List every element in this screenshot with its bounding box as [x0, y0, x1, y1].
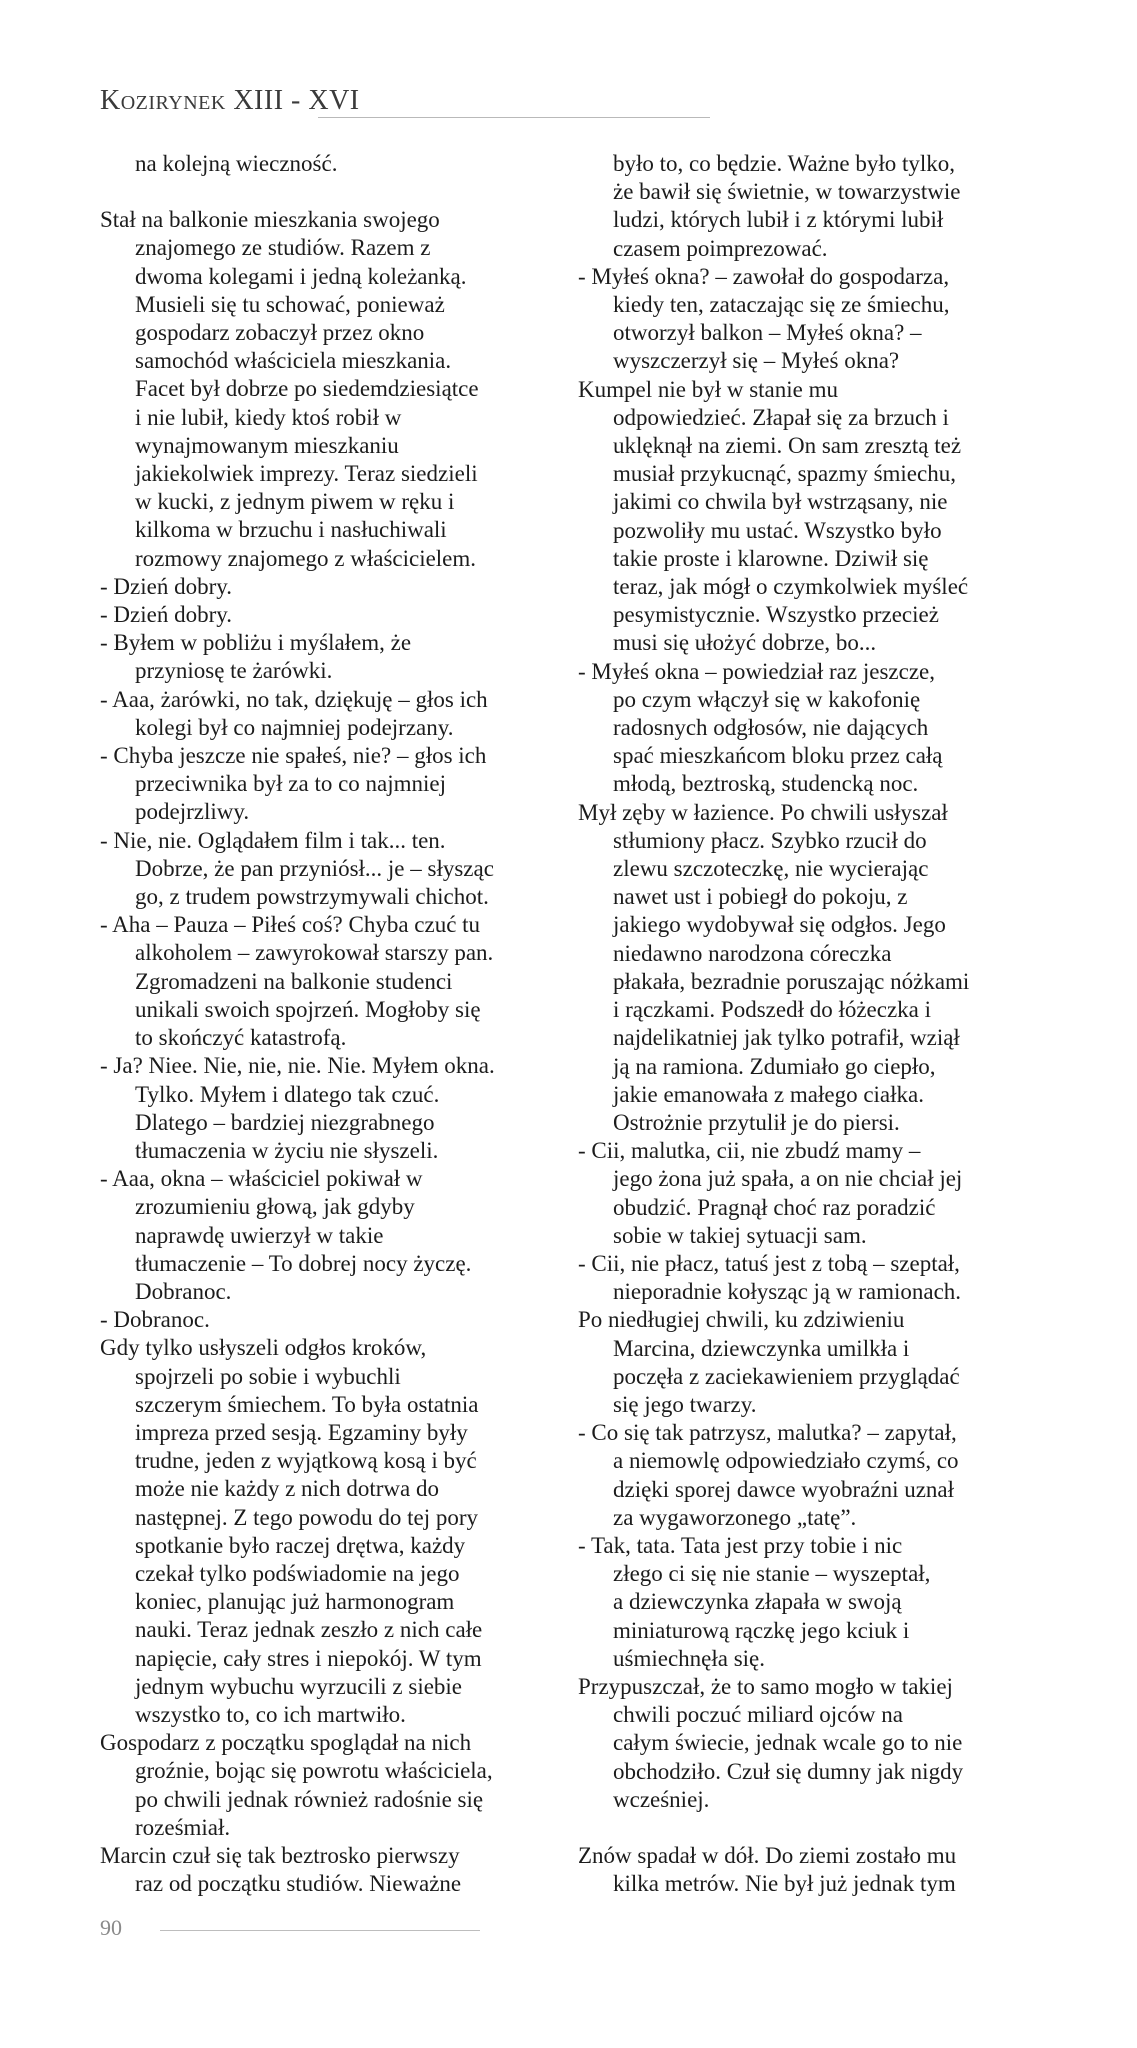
- dialogue-line: - Byłem w pobliżu i myślałem, że przyniosę te żarówki.: [100, 630, 412, 684]
- footer-rule: [160, 1930, 480, 1931]
- dialogue-line: - Myłeś okna? – zawołał do gospodarza, kiedy ten, zataczając się ze śmiechu, otworzył balkon – Myłeś okna? – wyszczerzył się – Myłeś okna?: [578, 263, 950, 374]
- dialogue-line: - Dzień dobry.: [100, 602, 232, 628]
- header-rule: [318, 117, 710, 118]
- paragraph: Stał na balkonie mieszkania swojego znajomego ze studiów. Razem z dwoma kolegami i jedną koleżanką. Musieli się tu schować, ponieważ gospodarz zobaczył przez okno samochód właściciela mieszkania. Facet był dobrze po siedemdziesiątce i nie lubił, kiedy ktoś robił w wynajmowanym mieszkaniu jakiekolwiek imprezy. Teraz siedzieli w kucki, z jednym piwem w ręku i kilkoma w brzuchu i nasłuchiwali rozmowy znajomego z właścicielem.: [100, 207, 479, 571]
- running-title: Kozirynek XIII - XVI: [100, 85, 360, 116]
- paragraph: Gdy tylko usłyszeli odgłos kroków, spojrzeli po sobie i wybuchli szczerym śmiechem. To była ostatnia impreza przed sesją. Egzaminy były trudne, jeden z wyjątkową kosą i być może nie każdy z nich dotrwa do następnej. Z tego powodu do tej pory spotkanie było raczej drętwa, każdy czekał tylko podświadomie na jego koniec, planując już harmonogram nauki. Teraz jednak zeszło z nich całe napięcie, cały stres i niepokój. W tym jednym wybuchu wyrzucili z siebie wszystko to, co ich martwiło.: [100, 1335, 483, 1727]
- dialogue-line: - Co się tak patrzysz, malutka? – zapytał, a niemowlę odpowiedziało czymś, co dzięki sporej dawce wyobraźni uznał za wygaworzonego „tatę”.: [578, 1420, 959, 1530]
- dialogue-line: - Dobranoc.: [100, 1307, 210, 1333]
- paragraph: Gospodarz z początku spoglądał na nich groźnie, bojąc się powrotu właściciela, po chwili jednak również radośnie się roześmiał.: [100, 1730, 493, 1840]
- right-column: [578, 150, 1040, 1898]
- page-number: 90: [100, 1915, 122, 1940]
- dialogue-line: - Cii, malutka, cii, nie zbudź mamy – jego żona już spała, a on nie chciał jej obudzić. Pragnął choć raz poradzić sobie w takiej sytuacji sam.: [578, 1138, 963, 1248]
- paragraph: Przypuszczał, że to samo mogło w takiej chwili poczuć miliard ojców na całym świecie, jednak wcale go to nie obchodziło. Czuł się dumny jak nigdy wcześniej.: [578, 1673, 964, 1812]
- dialogue-line: - Tak, tata. Tata jest przy tobie i nic złego ci się nie stanie – wyszeptał, a dziewczynka złapała w swoją miniaturową rączkę jego kciuk i uśmiechnęła się.: [578, 1532, 931, 1671]
- dialogue-line: - Nie, nie. Oglądałem film i tak... ten. Dobrze, że pan przyniósł... je – słysząc go, z trudem powstrzymywali chichot.: [100, 827, 494, 910]
- paragraph: Kumpel nie był w stanie mu odpowiedzieć. Złapał się za brzuch i uklęknął na ziemi. On sam zresztą też musiał przykucnąć, spazmy śmiechu, jakimi co chwila był wstrząsany, nie pozwoliły mu ustać. Wszystko było takie proste i klarowne. Dziwił się teraz, jak mógł o czymkolwiek myśleć pesymistycznie. Wszystko przecież musi się ułożyć dobrze, bo...: [578, 376, 969, 656]
- left-column: [100, 150, 562, 1898]
- dialogue-line: - Ja? Niee. Nie, nie, nie. Nie. Myłem okna. Tylko. Myłem i dlatego tak czuć. Dlatego – bardziej niezgrabnego tłumaczenia w życiu nie słyszeli.: [100, 1053, 495, 1163]
- dialogue-line: - Aaa, żarówki, no tak, dziękuję – głos ich kolegi był co najmniej podejrzany.: [100, 686, 488, 740]
- paragraph: było to, co będzie. Ważne było tylko, że bawił się świetnie, w towarzystwie ludzi, których lubił i z którymi lubił czasem poimprezować.: [613, 151, 961, 261]
- dialogue-line: - Dzień dobry.: [100, 573, 232, 599]
- dialogue-line: - Cii, nie płacz, tatuś jest z tobą – szeptał, nieporadnie kołysząc ją w ramionach.: [578, 1250, 962, 1305]
- dialogue-line: - Aaa, okna – właściciel pokiwał w zrozumieniu głową, jak gdyby naprawdę uwierzył w takie tłumaczenie – To dobrej nocy życzę. Dobranoc.: [100, 1166, 472, 1304]
- paragraph: Znów spadał w dół. Do ziemi zostało mu kilka metrów. Nie był już jednak tym: [578, 1842, 957, 1897]
- paragraph: na kolejną wieczność.: [135, 151, 338, 176]
- dialogue-line: - Aha – Pauza – Piłeś coś? Chyba czuć tu alkoholem – zawyrokował starszy pan. Zgromadzeni na balkonie studenci unikali swoich spojrzeń. Mogłoby się to skończyć katastrofą.: [100, 912, 494, 1051]
- paragraph: Marcin czuł się tak beztrosko pierwszy raz od początku studiów. Nieważne: [100, 1842, 462, 1897]
- dialogue-line: - Myłeś okna – powiedział raz jeszcze, po czym włączył się w kakofonię radosnych odgłosów, nie dających spać mieszkańcom bloku przez całą młodą, beztroską, studencką noc.: [578, 658, 943, 797]
- paragraph: Po niedługiej chwili, ku zdziwieniu Marcina, dziewczynka umilkła i poczęła z zaciekawieniem przyglądać się jego twarzy.: [578, 1307, 960, 1417]
- dialogue-line: - Chyba jeszcze nie spałeś, nie? – głos ich przeciwnika był za to co najmniej podejrzliwy.: [100, 743, 487, 825]
- paragraph: Mył zęby w łazience. Po chwili usłyszał stłumiony płacz. Szybko rzucił do zlewu szczoteczkę, nie wycierając nawet ust i pobiegł do pokoju, z jakiego wydobywał się odgłos. Jego niedawno narodzona córeczka płakała, bezradnie poruszając nóżkami i rączkami. Podszedł do łóżeczka i najdelikatniej jak tylko potrafił, wziął ją na ramiona. Zdumiało go ciepło, jakie emanowała z małego ciałka. Ostrożnie przytulił je do piersi.: [578, 799, 970, 1135]
